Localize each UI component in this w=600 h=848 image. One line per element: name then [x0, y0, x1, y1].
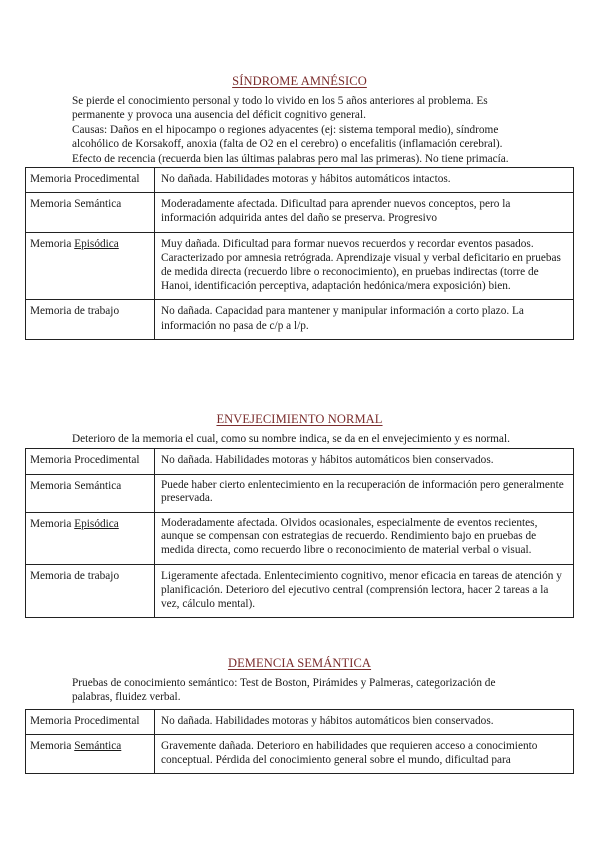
section-title: ENVEJECIMIENTO NORMAL: [216, 412, 383, 426]
table-row: [26, 449, 574, 474]
section-normal-aging: [25, 412, 574, 618]
table-row: [26, 474, 574, 512]
memory-type-cell: Memoria Episódica: [26, 232, 155, 300]
table-row: [26, 300, 574, 339]
memory-description-cell: Puede haber cierto enlentecimiento en la recuperación de información pero generalmente preservada.: [155, 474, 574, 512]
memory-table: [25, 167, 574, 340]
memory-type-cell: Memoria Procedimental: [26, 709, 155, 734]
table-row: [26, 512, 574, 564]
memory-type-cell: Memoria Procedimental: [26, 449, 155, 474]
memory-type-cell: Memoria de trabajo: [26, 300, 155, 339]
memory-description-cell: No dañada. Habilidades motoras y hábitos automáticos intactos.: [155, 168, 574, 193]
section-title: DEMENCIA SEMÁNTICA: [227, 656, 372, 670]
section-intro: [72, 94, 532, 166]
memory-description-cell: Moderadamente afectada. Dificultad para aprender nuevos conceptos, pero la información adquirida antes del daño se preserva. Progresivo: [155, 193, 574, 232]
memory-type-cell: Memoria Procedimental: [26, 168, 155, 193]
intro-paragraph: Se pierde el conocimiento personal y todo lo vivido en los 5 años anteriores al problema. Es permanente y provoca una ausencia del déficit cognitivo general.: [72, 95, 488, 122]
table-row: [26, 168, 574, 193]
memory-type-cell: Memoria Semántica: [26, 193, 155, 232]
memory-description-cell: Gravemente dañada. Deterioro en habilidades que requieren acceso a conocimiento conceptual. Pérdida del conocimiento general sobre el mundo, dificultad para: [155, 735, 574, 774]
memory-table: [25, 448, 574, 618]
section-semantic-dementia: [25, 656, 574, 774]
section-intro: [72, 676, 532, 705]
intro-paragraph: Deterioro de la memoria el cual, como su nombre indica, se da en el envejecimiento y es normal.: [72, 433, 510, 445]
memory-type-cell: Memoria de trabajo: [26, 564, 155, 618]
memory-type-cell: Memoria Semántica: [26, 735, 155, 774]
intro-paragraph: Pruebas de conocimiento semántico: Test de Boston, Pirámides y Palmeras, categorización de palabras, fluidez verbal.: [72, 677, 496, 704]
intro-paragraph: Efecto de recencia (recuerda bien las últimas palabras pero mal las primeras). No tiene primacía.: [72, 152, 509, 165]
memory-description-cell: No dañada. Habilidades motoras y hábitos automáticos bien conservados.: [155, 449, 574, 474]
memory-description-cell: Muy dañada. Dificultad para formar nuevos recuerdos y recordar eventos pasados. Caracterizado por amnesia retrógrada. Aprendizaje visual y verbal deficitario en pruebas de medida directa (recuerdo libre o reconocimiento), en pruebas indirectas (torre de Hanoi, identificación perceptiva, adaptación hedónica/mera exposición) bien.: [155, 232, 574, 300]
intro-paragraph: Causas: Daños en el hipocampo o regiones adyacentes (ej: sistema temporal medio), síndrome alcohólico de Korsakoff, anoxia (falta de O2 en el cerebro) o encefalitis (inflamación cerebral).: [72, 123, 503, 151]
memory-description-cell: Moderadamente afectada. Olvidos ocasionales, especialmente de eventos recientes, aunque se compensan con estrategias de recuerdo. Rendimiento bajo en pruebas de medida directa, como recuerdo libre o reconocimiento de material verbal o visual.: [155, 512, 574, 564]
memory-table: [25, 709, 574, 775]
table-row: [26, 564, 574, 618]
section-intro: [72, 432, 532, 446]
section-title: SÍNDROME AMNÉSICO: [232, 74, 367, 88]
table-row: [26, 232, 574, 300]
table-row: [26, 709, 574, 734]
table-row: [26, 193, 574, 232]
memory-type-cell: Memoria Semántica: [26, 474, 155, 512]
memory-description-cell: No dañada. Habilidades motoras y hábitos automáticos bien conservados.: [155, 709, 574, 734]
memory-description-cell: Ligeramente afectada. Enlentecimiento cognitivo, menor eficacia en tareas de atención y planificación. Deterioro del ejecutivo central (comprensión lectora, hacer 2 tareas a la vez, cálculo mental).: [155, 564, 574, 618]
section-amnesic-syndrome: [25, 74, 574, 340]
memory-description-cell: No dañada. Capacidad para mantener y manipular información a corto plazo. La información no pasa de c/p a l/p.: [155, 300, 574, 339]
memory-type-cell: Memoria Episódica: [26, 512, 155, 564]
table-row: [26, 735, 574, 774]
